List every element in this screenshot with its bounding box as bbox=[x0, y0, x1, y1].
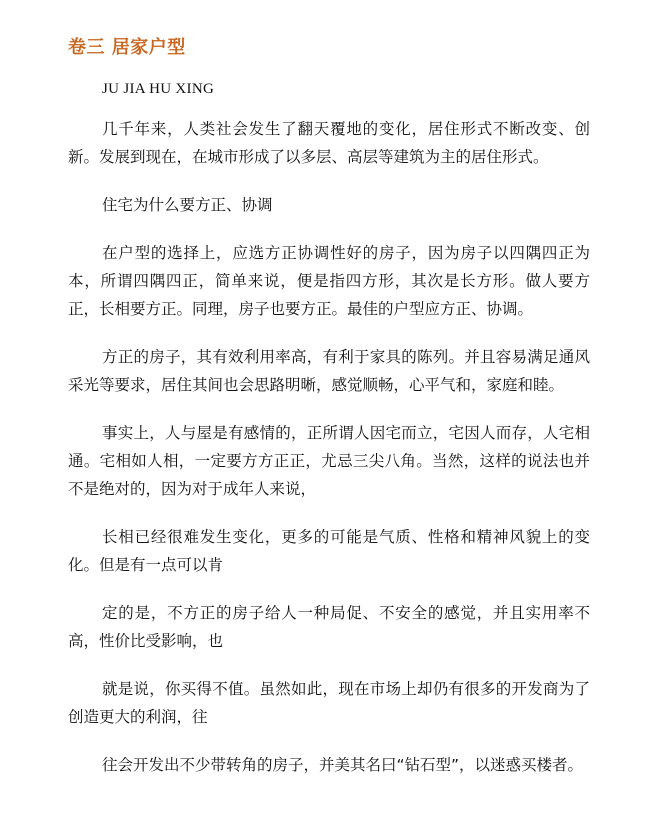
chapter-title: 卷三 居家户型 bbox=[68, 37, 186, 58]
paragraph-value: 就是说，你买得不值。虽然如此，现在市场上却仍有很多的开发商为了创造更大的利润，往 bbox=[68, 680, 590, 726]
paragraph-irregular: 定的是，不方正的房子给人一种局促、不安全的感觉，并且实用率不高，性价比受影响，也 bbox=[68, 604, 590, 650]
page bbox=[68, 28, 590, 779]
paragraph-person-house: 事实上，人与屋是有感情的，正所谓人因宅而立，宅因人而存，人宅相通。宅相如人相，一定要方方正正，尤忌三尖八角。当然，这样的说法也并不是绝对的，因为对于成年人来说， bbox=[68, 424, 590, 498]
section-heading: 住宅为什么要方正、协调 bbox=[102, 196, 273, 214]
paragraph-shape-choice: 在户型的选择上，应选方正协调性好的房子，因为房子以四隅四正为本，所谓四隅四正，简单来说，便是指四方形，其次是长方形。做人要方正，长相要方正。同理，房子也要方正。最佳的户型应方正、协调。 bbox=[68, 244, 590, 318]
paragraph-intro: 几千年来，人类社会发生了翻天覆地的变化，居住形式不断改变、创新。发展到现在，在城市形成了以多层、高层等建筑为主的居住形式。 bbox=[68, 120, 590, 166]
chapter-pinyin: JU JIA HU XING bbox=[102, 81, 215, 97]
paragraph-appearance: 长相已经很难发生变化，更多的可能是气质、性格和精神风貌上的变化。但是有一点可以肯 bbox=[68, 528, 590, 574]
paragraph-diamond: 往会开发出不少带转角的房子，并美其名曰“钻石型”，以迷惑买楼者。 bbox=[102, 756, 584, 774]
paragraph-benefits: 方正的房子，其有效利用率高，有利于家具的陈列。并且容易满足通风采光等要求，居住其间也会思路明晰，感觉顺畅，心平气和，家庭和睦。 bbox=[68, 348, 590, 394]
